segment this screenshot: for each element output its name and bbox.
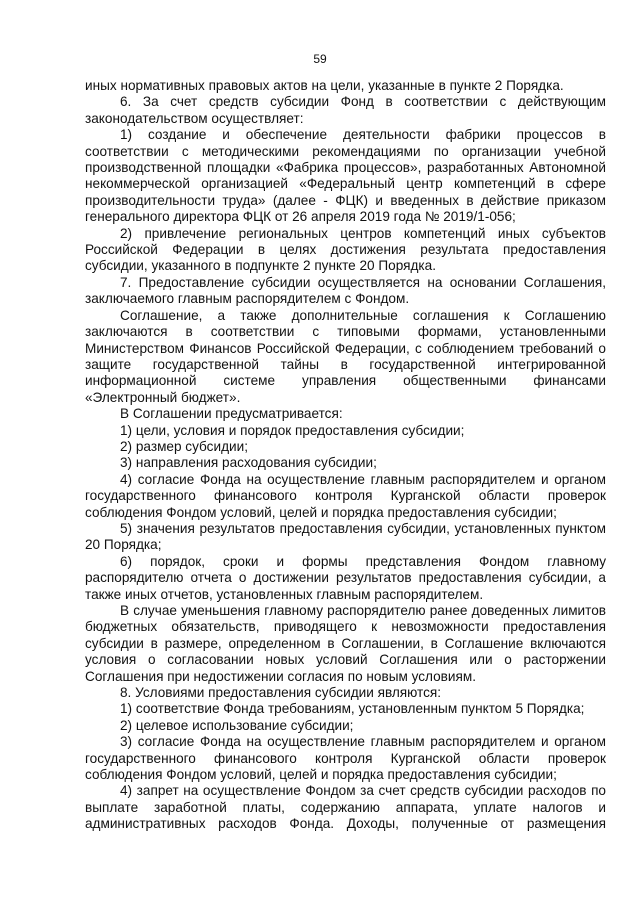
paragraph: иных нормативных правовых актов на цели, указанные в пункте 2 Порядка. bbox=[85, 78, 564, 93]
paragraph: В Соглашении предусматривается: bbox=[120, 406, 343, 422]
paragraph: Соглашение, а также дополнительные соглашения к Соглашению заключаются в соответствии с типовыми формами, установленными Министерством Финансов Российской Федерации, с соблюдением требований о защите государственной тайны в государственной интегрированной информационной системе управления общественными финансами «Электронный бюджет». bbox=[85, 307, 606, 405]
page-number: 59 bbox=[313, 52, 327, 66]
list-item: 4) запрет на осуществление Фондом за счет средств субсидии расходов по выплате заработной платы, содержанию аппарата, уплате налогов и административных расходов Фонда. Доходы, полученные от размещения bbox=[85, 783, 606, 832]
list-item: 2) размер субсидии; bbox=[120, 438, 248, 454]
list-item: 1) соответствие Фонда требованиям, установленным пунктом 5 Порядка; bbox=[120, 701, 585, 717]
list-item: 5) значения результатов предоставления субсидии, установленных пунктом 20 Порядка; bbox=[85, 520, 606, 553]
paragraph: В случае уменьшения главному распорядителю ранее доведенных лимитов бюджетных обязательств, приводящего к невозможности предоставления субсидии в размере, определенном в Соглашении, в Соглашение включаются условия о согласовании новых условий Соглашения или о расторжении Соглашения при недостижении согласия по новым условиям. bbox=[85, 603, 606, 684]
list-item: 4) согласие Фонда на осуществление главным распорядителем и органом государственного финансового контроля Курганской области проверок соблюдения Фондом условий, целей и порядка предоставления субсидии; bbox=[85, 471, 606, 520]
list-item: 3) согласие Фонда на осуществление главным распорядителем и органом государственного финансового контроля Курганской области проверок соблюдения Фондом условий, целей и порядка предоставления субсидии; bbox=[85, 734, 606, 783]
list-item: 1) цели, условия и порядок предоставления субсидии; bbox=[120, 422, 465, 438]
paragraph: 2) привлечение региональных центров компетенций иных субъектов Российской Федерации в целях достижения результата предоставления субсидии, указанного в подпункте 2 пункте 20 Порядка. bbox=[85, 225, 606, 274]
list-item: 2) целевое использование субсидии; bbox=[120, 717, 354, 733]
paragraph: 1) создание и обеспечение деятельности фабрики процессов в соответствии с методическими рекомендациями по организации учебной производственной площадки «Фабрика процессов», разработанных Автономной некоммерческой организацией «Федеральный центр компетенций в сфере производительности труда» (далее - ФЦК) и введенных в действие приказом генерального директора ФЦК от 26 апреля 2019 года № 2019/1-056; bbox=[85, 127, 606, 225]
paragraph: 6. За счет средств субсидии Фонд в соответствии с действующим законодательством осуществляет: bbox=[85, 94, 606, 126]
paragraph: 8. Условиями предоставления субсидии являются: bbox=[120, 685, 442, 701]
paragraph: 7. Предоставление субсидии осуществляется на основании Соглашения, заключаемого главным распорядителем с Фондом. bbox=[85, 274, 606, 307]
document-body bbox=[85, 78, 606, 833]
list-item: 3) направления расходования субсидии; bbox=[120, 455, 377, 471]
list-item: 6) порядок, сроки и формы представления Фондом главному распорядителю отчета о достижении результатов предоставления субсидии, а также иных отчетов, установленных главным распорядителем. bbox=[85, 553, 606, 602]
